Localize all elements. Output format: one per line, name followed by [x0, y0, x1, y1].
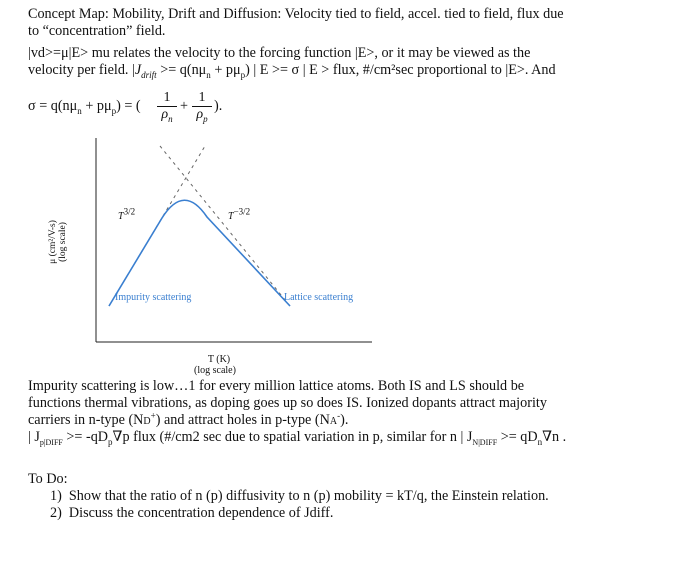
impurity-scattering-label: Impurity scattering: [115, 292, 192, 303]
formula-end: ).: [214, 98, 223, 114]
t-positive-exponent: $T^{3/2}$: [118, 206, 136, 222]
body-line-3: carriers in n-type (ND+) and attract holes in p-type (NA-).: [28, 410, 349, 428]
todo-item-1-text: Show that the ratio of n (p) diffusivity to n (p) mobility = kT/q, the Einstein relation.: [68, 488, 549, 504]
y-axis-label: μ (cm²/V-s) (log scale): [47, 220, 68, 264]
fraction-2-denominator: $\rho_p$: [192, 106, 212, 123]
todo-item-2-number: 2): [50, 505, 62, 521]
mobility-curve: [109, 200, 290, 306]
todo-item-2-text: Discuss the concentration dependence of Jdiff.: [68, 505, 334, 521]
formula-plus: +: [180, 98, 189, 114]
todo-item-1-number: 1): [50, 488, 62, 504]
body-line-2: functions thermal vibrations, as doping goes up so does IS. Ionized dopants attract majority: [28, 395, 547, 411]
header-line-1: Concept Map: Mobility, Drift and Diffusion: Velocity tied to field, accel. tied to field, flux due: [28, 6, 564, 22]
header-line-2: to “concentration” field.: [28, 23, 166, 39]
lattice-scattering-label: Lattice scattering: [284, 292, 354, 303]
fraction-1-numerator: 1: [163, 90, 171, 105]
body-line-1: Impurity scattering is low…1 for every million lattice atoms. Both IS and LS should be: [28, 378, 525, 394]
fraction-1-denominator: $\rho_n$: [157, 106, 177, 123]
body-line-4: | $J_{p|DIFF} >= -qD_p\nabla p$ flux (#/cm2 sec due to spatial variation in p, similar for n | $J_{N|DIFF} >= qD_n\nabla n$ .: [28, 429, 567, 447]
x-axis-label: T (K) (log scale): [194, 354, 236, 376]
t-negative-exponent: $T^{-3/2}$: [228, 206, 251, 222]
todo-title: To Do:: [28, 471, 68, 487]
conductivity-formula: $\sigma = q(n\mu_n + p\mu_p)$ = (: [28, 98, 141, 116]
todo-item-2: [50, 505, 333, 522]
fraction-2-numerator: 1: [198, 90, 206, 105]
todo-item-1: [50, 488, 549, 505]
lattice-asymptote: [160, 146, 290, 306]
header-line-4: velocity per field. $|J_{drift} >= q(n\mu_n + p\mu_p)$ | E >= σ | E > flux, #/cm²sec proportional to |E>. And: [28, 62, 556, 80]
header-line-3: |vd>=μ|E> mu relates the velocity to the forcing function |E>, or it may be viewed as the: [28, 45, 531, 61]
